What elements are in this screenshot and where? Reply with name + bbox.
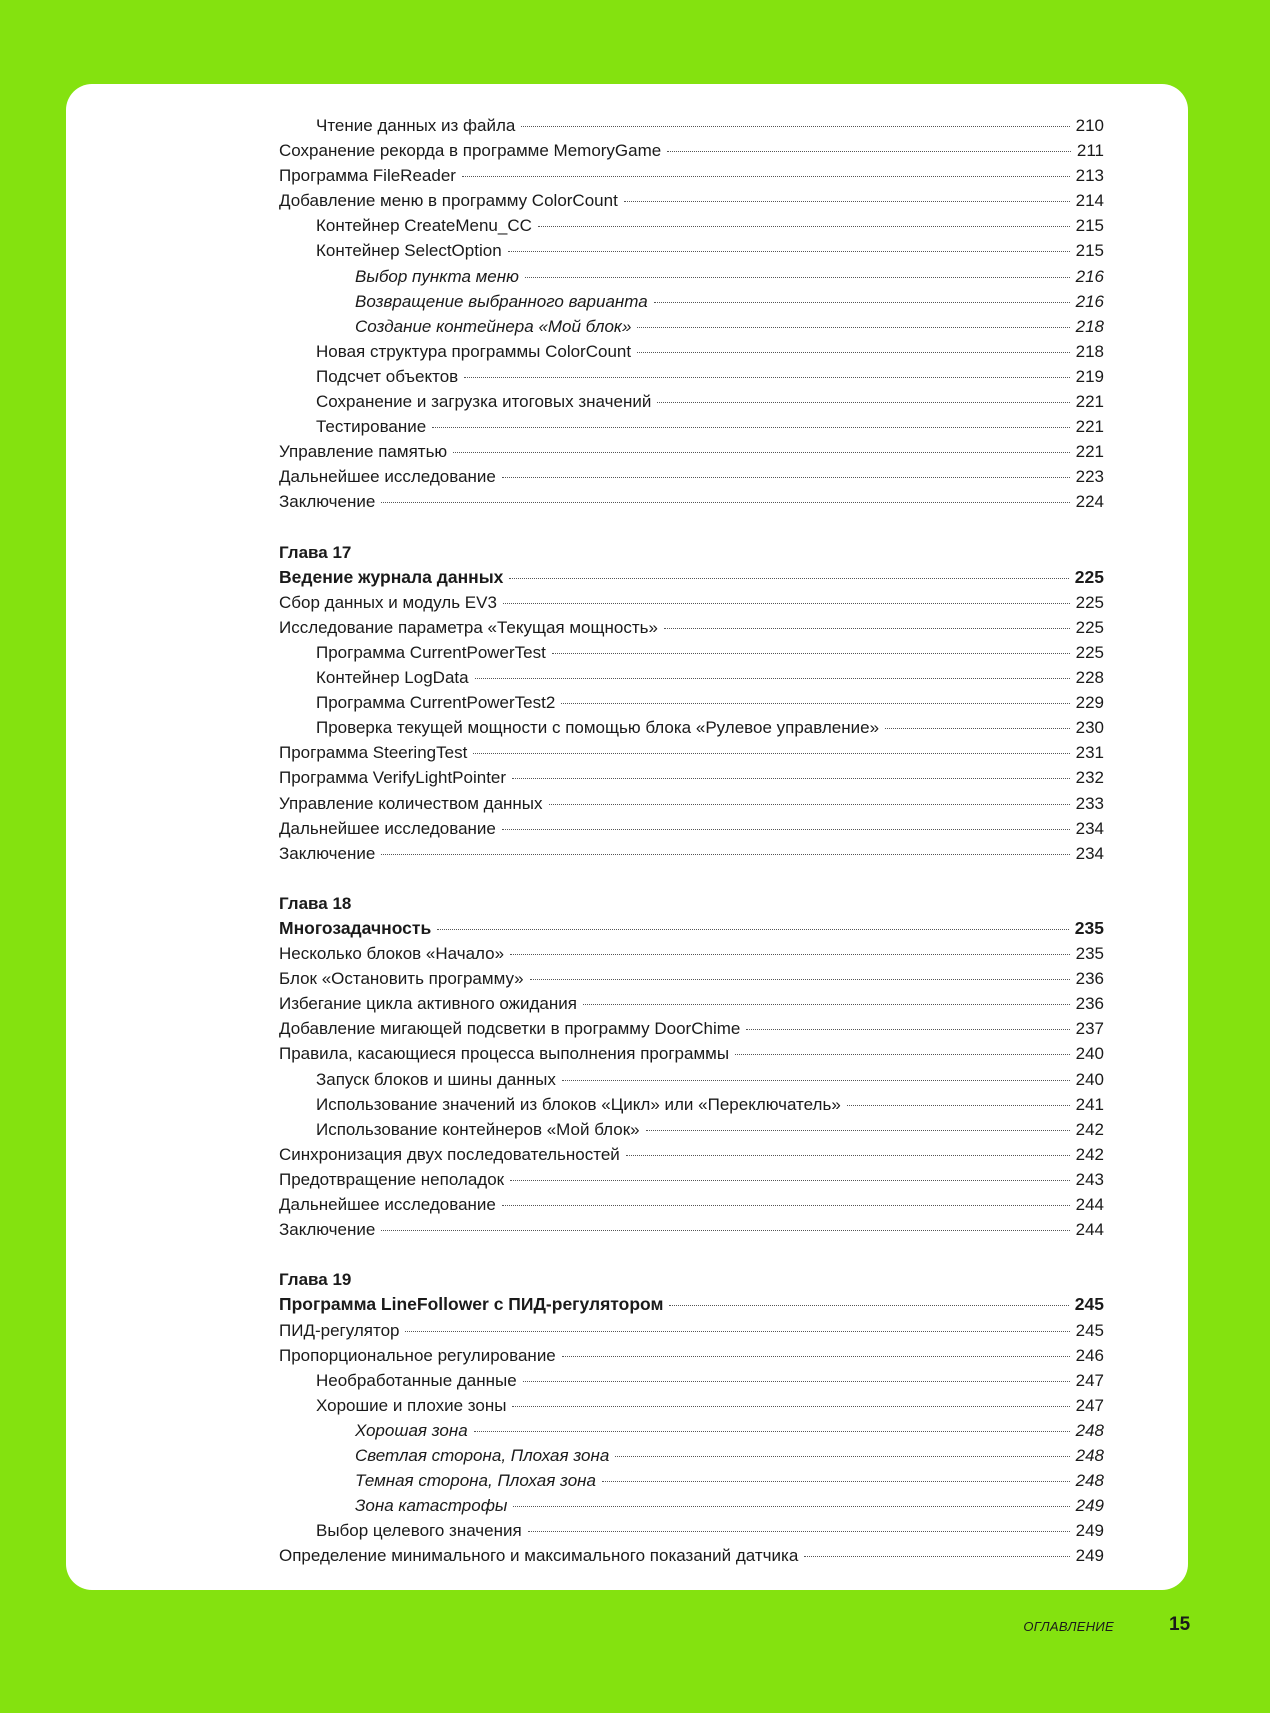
entry-title: Хорошие и плохие зоны	[316, 1395, 507, 1415]
dot-leader	[583, 1004, 1070, 1005]
toc-entry[interactable]	[279, 1543, 1104, 1568]
entry-page: 234	[1075, 843, 1104, 863]
entry-page: 245	[1075, 1320, 1104, 1340]
dot-leader	[847, 1105, 1070, 1106]
dot-leader	[381, 1230, 1069, 1231]
entry-page: 215	[1075, 241, 1104, 261]
toc-entry[interactable]	[279, 238, 1104, 263]
entry-page: 235	[1075, 944, 1104, 964]
entry-page: 244	[1075, 1220, 1104, 1240]
entry-title: Программа SteeringTest	[279, 743, 468, 763]
entry-title: Чтение данных из файла	[316, 116, 516, 135]
entry-title: Подсчет объектов	[316, 366, 459, 386]
chapter-label: Глава 17	[279, 542, 352, 562]
dot-leader	[521, 126, 1069, 127]
toc-entry[interactable]	[279, 941, 1104, 966]
toc-entry[interactable]	[279, 590, 1104, 615]
entry-page: 225	[1075, 592, 1104, 612]
entry-page: 213	[1075, 166, 1104, 186]
toc-entry[interactable]	[279, 1092, 1104, 1117]
dot-leader	[657, 402, 1069, 403]
toc-entry[interactable]	[279, 690, 1104, 715]
entry-title: Исследование параметра «Текущая мощность»	[279, 617, 658, 637]
entry-title: Контейнер CreateMenu_CC	[316, 216, 532, 236]
chapter-section	[279, 891, 1104, 1242]
entry-page: 244	[1075, 1195, 1104, 1215]
dot-leader	[508, 251, 1070, 252]
entry-title: Дальнейшее исследование	[279, 1195, 496, 1215]
dot-leader	[624, 201, 1070, 202]
dot-leader	[510, 954, 1070, 955]
dot-leader	[502, 1205, 1070, 1206]
entry-page: 243	[1075, 1169, 1104, 1189]
entry-page: 248	[1075, 1445, 1104, 1465]
entry-title: Программа VerifyLightPointer	[279, 768, 507, 788]
entry-page: 232	[1075, 768, 1104, 788]
entry-title: Использование значений из блоков «Цикл» или «Переключатель»	[316, 1094, 841, 1114]
dot-leader	[509, 578, 1068, 579]
toc-entry[interactable]	[279, 791, 1104, 816]
entry-page: 247	[1075, 1370, 1104, 1390]
dot-leader	[667, 151, 1071, 152]
entry-page: 214	[1075, 191, 1104, 211]
dot-leader	[381, 854, 1069, 855]
toc-entry[interactable]	[279, 389, 1104, 414]
dot-leader	[637, 327, 1069, 328]
entry-page: 241	[1075, 1094, 1104, 1114]
toc-entry[interactable]	[279, 188, 1104, 213]
entry-page: 225	[1074, 566, 1104, 587]
entry-title: Запуск блоков и шины данных	[316, 1069, 556, 1089]
toc-entry[interactable]	[279, 1443, 1104, 1468]
dot-leader	[530, 979, 1070, 980]
toc-entry[interactable]	[279, 364, 1104, 389]
entry-title: Сохранение и загрузка итоговых значений	[316, 392, 652, 412]
dot-leader	[626, 1155, 1070, 1156]
entry-title: Использование контейнеров «Мой блок»	[316, 1119, 640, 1139]
entry-title: Добавление меню в программу ColorCount	[279, 191, 618, 211]
dot-leader	[381, 502, 1069, 503]
entry-title: Пропорциональное регулирование	[279, 1345, 556, 1365]
entry-page: 228	[1075, 668, 1104, 688]
toc-entry[interactable]	[279, 966, 1104, 991]
entry-title: ПИД-регулятор	[279, 1320, 400, 1340]
dot-leader	[562, 1080, 1070, 1081]
entry-title: Управление количеством данных	[279, 793, 543, 813]
entry-page: 216	[1075, 266, 1104, 286]
toc-entry[interactable]	[279, 289, 1104, 314]
toc-entry[interactable]	[279, 1493, 1104, 1518]
entry-page: 233	[1075, 793, 1104, 813]
entry-title: Блок «Остановить программу»	[279, 969, 524, 989]
toc-entry[interactable]	[279, 264, 1104, 289]
dot-leader	[646, 1130, 1070, 1131]
dot-leader	[615, 1456, 1069, 1457]
dot-leader	[462, 176, 1070, 177]
chapter-title-entry[interactable]	[279, 916, 1104, 941]
entry-title: Хорошая зона	[355, 1420, 468, 1440]
toc-entry[interactable]	[279, 1368, 1104, 1393]
dot-leader	[510, 1180, 1070, 1181]
toc-entry[interactable]	[279, 1393, 1104, 1418]
dot-leader	[562, 1356, 1070, 1357]
toc-entry[interactable]	[279, 1192, 1104, 1217]
entry-page: 221	[1075, 442, 1104, 462]
chapter-label: Глава 18	[279, 893, 352, 913]
entry-title: Проверка текущей мощности с помощью блока «Рулевое управление»	[316, 718, 880, 738]
entry-title: Предотвращение неполадок	[279, 1169, 505, 1189]
entry-title: Зона катастрофы	[355, 1496, 508, 1516]
entry-title: Управление памятью	[279, 442, 448, 462]
entry-page: 240	[1075, 1069, 1104, 1089]
dot-leader	[523, 1381, 1070, 1382]
entry-page: 210	[1075, 116, 1104, 135]
entry-page: 230	[1075, 718, 1104, 738]
page-number: 15	[1169, 1614, 1191, 1635]
entry-page: 237	[1075, 1019, 1104, 1039]
entry-title: Программа FileReader	[279, 166, 456, 186]
entry-title: Сбор данных и модуль EV3	[279, 592, 497, 612]
entry-title: Контейнер SelectOption	[316, 241, 502, 261]
dot-leader	[475, 678, 1070, 679]
toc-entry[interactable]	[279, 1142, 1104, 1167]
dot-leader	[432, 427, 1069, 428]
dot-leader	[502, 477, 1070, 478]
entry-page: 221	[1075, 417, 1104, 437]
toc-entry[interactable]	[279, 1468, 1104, 1493]
dot-leader	[735, 1054, 1070, 1055]
entry-page: 216	[1075, 291, 1104, 311]
entry-page: 248	[1075, 1420, 1104, 1440]
dot-leader	[512, 778, 1070, 779]
entry-page: 218	[1075, 341, 1104, 361]
toc-entry[interactable]	[279, 1041, 1104, 1066]
toc-entry[interactable]	[279, 138, 1104, 163]
dot-leader	[473, 753, 1069, 754]
toc-entry[interactable]	[279, 1016, 1104, 1041]
entry-page: 236	[1075, 969, 1104, 989]
dot-leader	[552, 653, 1070, 654]
dot-leader	[405, 1331, 1069, 1332]
entry-title: Дальнейшее исследование	[279, 818, 496, 838]
dot-leader	[502, 829, 1070, 830]
entry-page: 248	[1075, 1471, 1104, 1491]
dot-leader	[464, 377, 1069, 378]
dot-leader	[513, 1506, 1069, 1507]
entry-title: Добавление мигающей подсветки в программу DoorChime	[279, 1019, 741, 1039]
toc-entry[interactable]	[279, 464, 1104, 489]
toc-entry[interactable]	[279, 163, 1104, 188]
entry-page: 219	[1075, 366, 1104, 386]
toc-entry[interactable]	[279, 991, 1104, 1016]
dot-leader	[437, 929, 1069, 930]
toc-entry[interactable]	[279, 414, 1104, 439]
entry-title: Правила, касающиеся процесса выполнения программы	[279, 1044, 730, 1064]
entry-title: Выбор пункта меню	[355, 266, 519, 286]
toc-entry[interactable]	[279, 841, 1104, 866]
toc-entry[interactable]	[279, 1318, 1104, 1343]
toc-entry[interactable]	[279, 640, 1104, 665]
entry-page: 246	[1075, 1345, 1104, 1365]
toc-entry[interactable]	[279, 765, 1104, 790]
toc-entry[interactable]	[279, 740, 1104, 765]
dot-leader	[549, 804, 1070, 805]
dot-leader	[561, 703, 1069, 704]
entry-title: Возвращение выбранного варианта	[355, 291, 648, 311]
chapter-title-entry[interactable]	[279, 1292, 1104, 1317]
entry-page: 223	[1075, 467, 1104, 487]
entry-page: 231	[1075, 743, 1104, 763]
entry-title: Несколько блоков «Начало»	[279, 944, 505, 964]
entry-page: 235	[1074, 918, 1104, 938]
entry-title: Дальнейшее исследование	[279, 467, 496, 487]
dot-leader	[885, 728, 1070, 729]
entry-title: Заключение	[279, 843, 376, 863]
dot-leader	[804, 1556, 1069, 1557]
dot-leader	[746, 1029, 1069, 1030]
toc-entry[interactable]	[279, 1167, 1104, 1192]
entry-page: 247	[1075, 1395, 1104, 1415]
dot-leader	[528, 1531, 1070, 1532]
entry-title: Синхронизация двух последовательностей	[279, 1144, 620, 1164]
dot-leader	[664, 628, 1070, 629]
entry-title: Темная сторона, Плохая зона	[355, 1471, 596, 1491]
entry-page: 211	[1076, 141, 1104, 161]
table-of-contents	[279, 113, 1104, 1568]
entry-title: Тестирование	[316, 417, 427, 437]
entry-page: 249	[1075, 1496, 1104, 1516]
toc-entry[interactable]	[279, 715, 1104, 740]
toc-entry[interactable]	[279, 213, 1104, 238]
entry-title: Создание контейнера «Мой блок»	[355, 316, 632, 336]
dot-leader	[602, 1481, 1070, 1482]
entry-page: 240	[1075, 1044, 1104, 1064]
entry-title: Определение минимального и максимального показаний датчика	[279, 1546, 799, 1566]
entry-page: 221	[1075, 392, 1104, 412]
entry-title: Программа LineFollower с ПИД-регулятором	[279, 1294, 664, 1315]
toc-entry[interactable]	[279, 314, 1104, 339]
toc-entry[interactable]	[279, 816, 1104, 841]
dot-leader	[512, 1406, 1069, 1407]
entry-page: 225	[1075, 642, 1104, 662]
dot-leader	[525, 277, 1070, 278]
dot-leader	[474, 1431, 1070, 1432]
chapter-title-entry[interactable]	[279, 565, 1104, 590]
entry-title: Необработанные данные	[316, 1370, 517, 1390]
chapter-section	[279, 540, 1104, 866]
entry-title: Программа CurrentPowerTest2	[316, 693, 556, 713]
dot-leader	[637, 352, 1070, 353]
dot-leader	[669, 1305, 1068, 1306]
dot-leader	[453, 452, 1069, 453]
entry-page: 245	[1074, 1294, 1104, 1315]
entry-title: Избегание цикла активного ожидания	[279, 994, 577, 1014]
toc-entry[interactable]	[279, 1067, 1104, 1092]
dot-leader	[503, 603, 1070, 604]
entry-page: 234	[1075, 818, 1104, 838]
toc-entry[interactable]	[279, 1518, 1104, 1543]
entry-title: Выбор целевого значения	[316, 1521, 522, 1541]
entry-page: 215	[1075, 216, 1104, 236]
toc-entry[interactable]	[279, 489, 1104, 514]
entry-title: Программа CurrentPowerTest	[316, 642, 546, 662]
entry-page: 225	[1075, 617, 1104, 637]
footer-section-label: ОГЛАВЛЕНИЕ	[1023, 1619, 1114, 1634]
entry-title: Ведение журнала данных	[279, 566, 504, 587]
entry-page: 236	[1075, 994, 1104, 1014]
toc-entry[interactable]	[279, 1343, 1104, 1368]
toc-entry[interactable]	[279, 1117, 1104, 1142]
entry-page: 249	[1075, 1546, 1104, 1566]
entry-title: Контейнер LogData	[316, 668, 469, 688]
toc-entry[interactable]	[279, 339, 1104, 364]
toc-entry[interactable]	[279, 113, 1104, 138]
entry-page: 218	[1075, 316, 1104, 336]
entry-title: Многозадачность	[279, 918, 432, 938]
toc-entry[interactable]	[279, 439, 1104, 464]
toc-entry[interactable]	[279, 665, 1104, 690]
entry-page: 242	[1075, 1119, 1104, 1139]
chapter-label: Глава 19	[279, 1270, 352, 1290]
entry-title: Заключение	[279, 492, 376, 512]
entry-title: Светлая сторона, Плохая зона	[355, 1445, 610, 1465]
entry-title: Новая структура программы ColorCount	[316, 341, 632, 361]
entry-page: 249	[1075, 1521, 1104, 1541]
entry-page: 229	[1075, 693, 1104, 713]
entry-page: 242	[1075, 1144, 1104, 1164]
toc-entry[interactable]	[279, 615, 1104, 640]
entry-title: Сохранение рекорда в программе MemoryGame	[279, 141, 662, 161]
dot-leader	[654, 302, 1070, 303]
entry-title: Заключение	[279, 1220, 376, 1240]
chapter-section	[279, 1267, 1104, 1568]
dot-leader	[538, 226, 1070, 227]
entry-page: 224	[1075, 492, 1104, 512]
toc-entry[interactable]	[279, 1217, 1104, 1242]
toc-entry[interactable]	[279, 1418, 1104, 1443]
